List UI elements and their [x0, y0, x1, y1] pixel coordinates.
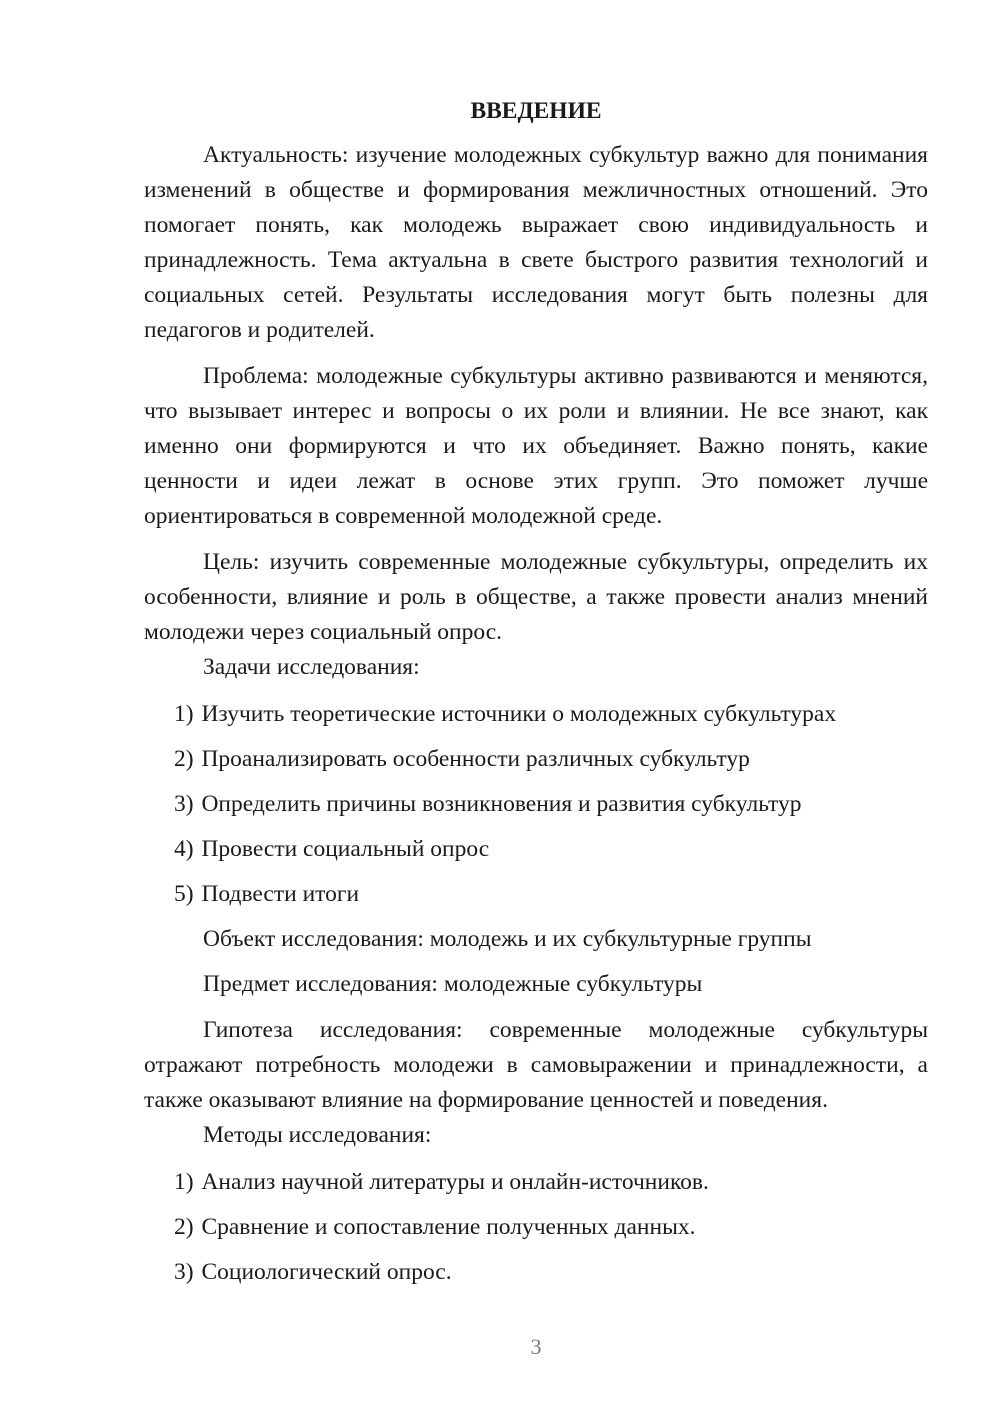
list-item-text: Анализ научной литературы и онлайн-источников. [201, 1169, 709, 1195]
list-item-text: Изучить теоретические источники о молодежных субкультурах [201, 701, 837, 727]
list-item-number: 3) [174, 1259, 194, 1285]
methods-heading: Методы исследования: [203, 1122, 432, 1148]
methods-list [144, 1165, 928, 1290]
list-item-number: 1) [174, 701, 194, 727]
list-item-number: 1) [174, 1169, 194, 1195]
list-item-number: 3) [174, 791, 194, 817]
tasks-list [144, 697, 928, 912]
tasks-heading: Задачи исследования: [203, 654, 420, 680]
goal-paragraph: Цель: изучить современные молодежные субкультуры, определить их особенности, влияние и роль в обществе, а также провести анализ мнений молодежи через социальный опрос. [144, 549, 928, 645]
list-item [144, 1210, 928, 1245]
document-body [144, 96, 928, 1290]
list-item-text: Сравнение и сопоставление полученных данных. [201, 1214, 696, 1240]
list-item [144, 742, 928, 777]
list-item [144, 1255, 928, 1290]
object-line: Объект исследования: молодежь и их субкультурные группы [203, 926, 812, 952]
list-item-text: Провести социальный опрос [201, 836, 490, 862]
list-item-text: Проанализировать особенности различных субкультур [201, 746, 750, 772]
list-item-number: 4) [174, 836, 194, 862]
list-item-text: Подвести итоги [201, 881, 360, 907]
list-item [144, 787, 928, 822]
list-item [144, 877, 928, 912]
list-item [144, 697, 928, 732]
list-item-number: 5) [174, 881, 194, 907]
list-item [144, 832, 928, 867]
list-item-text: Определить причины возникновения и развития субкультур [201, 791, 802, 817]
list-item-number: 2) [174, 1214, 194, 1240]
list-item-text: Социологический опрос. [201, 1259, 452, 1285]
relevance-paragraph: Актуальность: изучение молодежных субкультур важно для понимания изменений в обществе и формирования межличностных отношений. Это помогает понять, как молодежь выражает свою индивидуальность и принадлежность. Тема актуальна в свете быстрого развития технологий и социальных сетей. Результаты исследования могут быть полезны для педагогов и родителей. [144, 142, 928, 343]
hypothesis-paragraph: Гипотеза исследования: современные молодежные субкультуры отражают потребность молодежи в самовыражении и принадлежности, а также оказывают влияние на формирование ценностей и поведения. [144, 1017, 928, 1113]
list-item-number: 2) [174, 746, 194, 772]
list-item [144, 1165, 928, 1200]
page-number: 3 [530, 1334, 542, 1359]
subject-line: Предмет исследования: молодежные субкультуры [203, 971, 703, 997]
page-title: ВВЕДЕНИЕ [470, 98, 602, 124]
problem-paragraph: Проблема: молодежные субкультуры активно развиваются и меняются, что вызывает интерес и вопросы о их роли и влиянии. Не все знают, как именно они формируются и что их объединяет. Важно понять, какие ценности и идеи лежат в основе этих групп. Это поможет лучше ориентироваться в современной молодежной среде. [144, 363, 928, 529]
